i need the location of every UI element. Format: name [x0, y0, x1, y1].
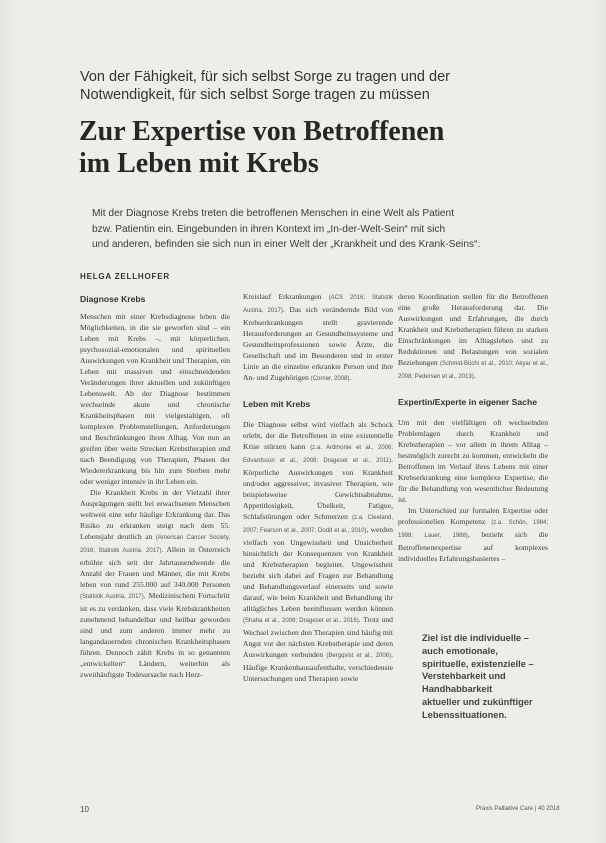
- section-heading-leben: Leben mit Krebs: [243, 399, 311, 409]
- text-column-3: [398, 291, 548, 564]
- article-title: [79, 116, 559, 180]
- citation: (Bergqvist et al., 2006): [326, 653, 392, 659]
- pull-quote-line: auch emotionale,: [422, 645, 498, 656]
- citation: (ACS 2016; Statistik Austria, 2017): [243, 295, 393, 314]
- citation: (z.a. Cleeland, 2007; Fearson et al., 2007; Dodd et al., 2010): [243, 515, 393, 534]
- author-name: HELGA ZELLHOFER: [80, 272, 170, 281]
- citation: (American Cancer Society, 2016; Statistik Austria, 2017): [80, 535, 230, 554]
- paragraph: Im Unterschied zur formalen Expertise oder professionellen Kompetenz (z.a. Schön, 1984; 1998; Lauer, 1988), bezieht sich die Betroffenenexpertise auf komplexes individuelles Erfahrungsbasiertes –: [398, 506, 548, 563]
- section-heading-expertin: Expertin/Experte in eigener Sache: [398, 397, 537, 407]
- paragraph: Die Diagnose selbst wird vielfach als Schock erlebt, der die Betroffenen in eine existentielle Krise stürzen kann (z.a. Ardmonie et al., 2006; Edvardsson et al., 2008; Drageset et al., 2011). Körperliche Auswirkungen von Krankheit und/oder aggressiver, invasiver Therapien, wie beispielsweise Gewichtsabnahme, Appetitlosigkeit, Übelkeit, Fatigue, Schlafstörungen oder Schmerzen (z.a. Cleeland, 2007; Fearson et al., 2007; Dodd et al., 2010), werden vielfach von Ungewissheit und Unsicherheit hinsichtlich der Konsequenzen von Krankheit und Krebstherapien begleitet. Ungewissheit bezieht sich dabei auf Fragen zur Behandlung und Behandlungsverlauf einerseits und sowie darauf, wie beim Krankheit und Behandlung ihr alltägliches Leben beeinflussen werden können (Shaha et al., 2008; Drageset et al., 2016). Trotz und Wechsel zwischen den Therapien sind häufig mit Angst vor der nächsten Krebstherapie und deren Auswirkungen verbunden (Bergqvist et al., 2006). Häufige Krankenhausaufenthalte, verschiedenste Untersuchungen und Therapien sowie: [243, 420, 394, 683]
- citation: (Schmid-Büchi et al., 2010; Akyar et al., 2008; Pedersen et al., 2013): [398, 361, 548, 380]
- paragraph: Kreislauf Erkrankungen (ACS 2016; Statistik Austria, 2017). Das sich verändernde Bild von Krebserkrankungen stellt gravierende Herausforderungen an Gesundheitssysteme und Gesundheitsprofessionen sowie Ärzte, die Gesellschaft und im Besonderen und in erster Linie an die einzelne erkrankte Person und ihre An- und Zugehörigen (Corner, 2008).: [243, 292, 393, 382]
- title-line-1: Zur Expertise von Betroffenen: [79, 116, 445, 147]
- citation: (Shaha et al., 2008; Drageset et al., 2016): [243, 618, 359, 624]
- text-column-2: [243, 291, 393, 684]
- pull-quote-line: Ziel ist die individuelle –: [422, 633, 529, 643]
- pull-quote-line: Handhabbarkeit: [422, 684, 493, 695]
- title-line-2: im Leben mit Krebs: [79, 148, 319, 179]
- kicker-line-1: Von der Fähigkeit, für sich selbst Sorge zu tragen und der: [80, 69, 450, 85]
- citation: (z.a. Schön, 1984; 1998; Lauer, 1988): [398, 520, 548, 539]
- pull-quote-line: Verstehbarkeit und: [422, 671, 506, 682]
- lead-line-3: und anderen, befinden sie sich nun in einer Welt der „Krankheit und des Krank-Seins“.: [92, 239, 481, 250]
- paragraph: deren Koordination stellen für die Betroffenen eine große Herausforderung dar. Die Auswirkungen und Erfahrungen, die durch Krankheit und Krebstherapien führen zu starken Einschränkungen im Alltagsleben und zu Reduktionen und Belastungen von sozialen Beziehungen (Schmid-Büchi et al., 2010; Akyar et al., 2008; Pedersen et al., 2013).: [398, 292, 548, 380]
- paragraph: Die Krankheit Krebs in der Vielzahl ihrer Ausprägungen stellt bei erwachsenen Menschen weltweit eine sehr häufige Erkrankung dar. Das Risiko zu erkranken steigt nach dem 55. Lebensjahr deutlich an (American Cancer Society, 2016; Statistik Austria, 2017). Allein in Österreich erhöhte sich seit der Jahrtausendwende die Anzahl der Frauen und Männer, die mit Krebs leben von rund 255.000 auf 340.000 Personen (Statistik Austria, 2017). Medizinischem Fortschritt ist es zu verdanken, dass viele Krebskrankheiten zunehmend behandelbar und heilbar geworden sind und zum anderen immer mehr zu langandauernden chronischen Krankheitsphasen führen. Dennoch zählt Krebs in so genannten „entwickelten“ Ländern, weiterhin als zweithäufigste Todesursache nach Herz-: [80, 488, 230, 679]
- paragraph: Um mit den vielfältigen oft wechselnden Problemlagen durch Krankheit und Krebstherapien – vor allem in ihrem Alltag – bestmöglich zurecht zu kommen, entwickeln die Betroffenen im Verlauf ihres Lebens mit einer Krebserkrankung eine komplexe Expertise, die für die Behandlung von wesentlicher Bedeutung ist.: [398, 418, 548, 504]
- pull-quote-line: spirituelle, existenzielle –: [422, 658, 534, 669]
- article-lead: [92, 206, 532, 253]
- section-heading-diagnose: Diagnose Krebs: [80, 294, 146, 304]
- paragraph: Menschen mit einer Krebsdiagnose leben die Möglichkeiten, in die sie geworfen sind – ein Leben mit Krebs –, mit körperlichen, psychosozial-emotionalen und spirituellen Auswirkungen von Krankheit und Therapien, ein Leben mit massiven und einschneidenden Veränderungen ihrer aktuellen und zukünftigen Lebenswelt. Ab der Diagnose bestimmen wechselnde akute und chronische Krankheitsphasen mit vielgestaltigen, oft komplexen Problemstellungen, Anforderungen und Beschränkungen ihren Alltag. Von nun an greifen über weite Strecken Krebstherapien und nach Beendigung von Therapien, Phasen der Wiedererkrankung bis hin zum Sterben mehr oder weniger intensiv in ihr Leben ein.: [80, 312, 230, 486]
- lead-line-1: Mit der Diagnose Krebs treten die betroffenen Menschen in eine Welt als Patient: [92, 208, 455, 219]
- article-kicker: [80, 68, 550, 104]
- lead-line-2: bzw. Patientin ein. Eingebunden in ihren Kontext im „In-der-Welt-Sein“ mit sich: [92, 223, 446, 235]
- citation: (Corner, 2008): [310, 376, 350, 382]
- pull-quote: [422, 632, 582, 722]
- kicker-line-2: Notwendigkeit, für sich selbst Sorge tragen zu müssen: [80, 87, 430, 103]
- citation: (Statistik Austria, 2017): [80, 594, 144, 600]
- pull-quote-line: Lebenssituationen.: [422, 709, 507, 720]
- journal-footer: Praxis Palliative Care | 40 2018: [476, 806, 560, 812]
- pull-quote-line: aktueller und zukünftiger: [422, 696, 533, 707]
- text-column-1: [80, 294, 230, 680]
- page-number: 10: [80, 805, 89, 814]
- citation: (z.a. Ardmonie et al., 2006; Edvardsson et al., 2008; Drageset et al., 2011): [243, 445, 394, 464]
